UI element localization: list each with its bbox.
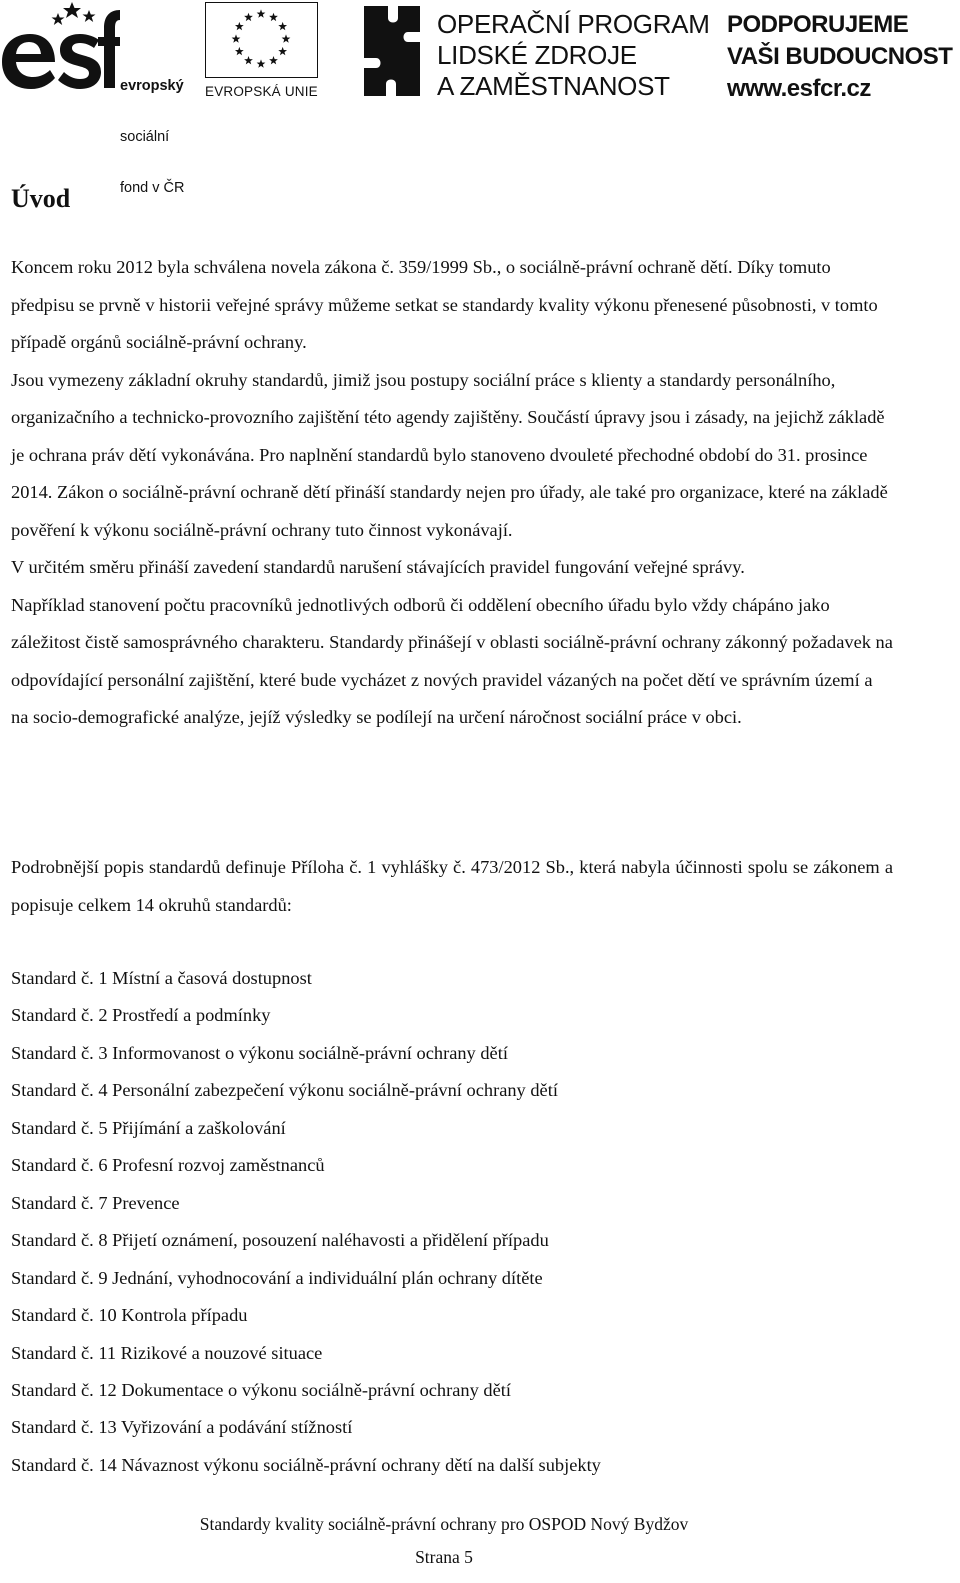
- list-item: Standard č. 12 Dokumentace o výkonu sociálně-právní ochrany dětí: [11, 1379, 511, 1400]
- list-item: Standard č. 9 Jednání, vyhodnocování a individuální plán ochrany dítěte: [11, 1267, 543, 1288]
- paragraph-3: V určitém směru přináší zavedení standardů narušení stávajících pravidel fungování veřejné správy.: [11, 557, 745, 577]
- program-name: [437, 9, 710, 102]
- paragraph-5: Podrobnější popis standardů definuje Příloha č. 1 vyhlášky č. 473/2012 Sb., která nabyla účinnosti spolu se zákonem a popisuje celkem 14 okruhů standardů:: [11, 857, 893, 915]
- paragraph-4: Například stanovení počtu pracovníků jednotlivých odborů či oddělení obecního úřadu bylo vždy chápáno jako záležitost čistě samosprávného charakteru. Standardy přinášejí v oblasti sociálně-právní ochrany zákonný požadavek na odpovídající personální zajištění, které bude vycházet z nových pravidel vázaných na počet dětí ve správním území a na socio-demografické analýze, jejíž výsledky se podílejí na určení náročnost sociální práce v obci.: [11, 594, 893, 727]
- eu-star-icon: [278, 47, 287, 55]
- op-puzzle-icon: [358, 2, 426, 100]
- esf-line-2: sociální: [120, 129, 170, 145]
- page-number: Strana 5: [415, 1547, 473, 1567]
- list-item: Standard č. 4 Personální zabezpečení výkonu sociálně-právní ochrany dětí: [11, 1080, 558, 1101]
- slogan-line-1: PODPORUJEME: [727, 11, 909, 38]
- slogan-url: www.esfcr.cz: [727, 75, 871, 102]
- esf-name: [120, 44, 184, 231]
- list-item: Standard č. 5 Přijímání a zaškolování: [11, 1117, 286, 1138]
- paragraph-1: Koncem roku 2012 byla schválena novela zákona č. 359/1999 Sb., o sociálně-právní ochraně dětí. Díky tomuto předpisu se prvně v historii veřejné správy můžeme setkat se standardy kvality výkonu přenesené působnosti, v tomto případě orgánů sociálně-právní ochrany.: [11, 257, 878, 352]
- eu-star-icon: [269, 13, 278, 21]
- eu-star-icon: [232, 34, 241, 42]
- list-item: Standard č. 10 Kontrola případu: [11, 1305, 248, 1326]
- eu-star-icon: [257, 59, 266, 67]
- eu-star-icon: [244, 56, 253, 64]
- list-item: Standard č. 13 Vyřizování a podávání stížností: [11, 1417, 353, 1438]
- program-line-3: A ZAMĚSTNANOST: [437, 71, 670, 101]
- slogan-line-2: VAŠI BUDOUCNOST: [727, 43, 953, 70]
- list-item: Standard č. 6 Profesní rozvoj zaměstnanců: [11, 1155, 325, 1176]
- eu-star-icon: [235, 47, 244, 55]
- program-line-2: LIDSKÉ ZDROJE: [437, 40, 637, 70]
- list-item: Standard č. 7 Prevence: [11, 1192, 180, 1213]
- eu-label: EVROPSKÁ UNIE: [205, 84, 318, 99]
- footer-document-title: Standardy kvality sociálně-právní ochrany pro OSPOD Nový Bydžov: [199, 1514, 689, 1534]
- list-item: Standard č. 11 Rizikové a nouzové situace: [11, 1342, 323, 1363]
- eu-star-icon: [269, 56, 278, 64]
- eu-star-icon: [244, 13, 253, 21]
- list-item: Standard č. 2 Prostředí a podmínky: [11, 1005, 271, 1026]
- esf-line-1: evropský: [120, 78, 184, 94]
- paragraph-2: Jsou vymezeny základní okruhy standardů, jimiž jsou postupy sociální práce s klienty a standardy personálního, organizačního a technicko-provozního zajištění této agendy zajištěny. Součástí úpravy jsou i zásady, na jejichž základě je ochrana práv dětí vykonávána. Pro naplnění standardů bylo stanoveno dvouleté přechodné období do 31. prosince 2014. Zákon o sociálně-právní ochraně dětí přináší standardy nejen pro úřady, ale také pro organizace, které na základě pověření k výkonu sociálně-právní ochrany tuto činnost vykonávají.: [11, 369, 888, 540]
- slogan: [727, 9, 952, 105]
- intro-text: [11, 249, 893, 737]
- page-title: Úvod: [11, 184, 71, 213]
- eu-star-icon: [235, 22, 244, 30]
- program-line-1: OPERAČNÍ PROGRAM: [437, 9, 710, 39]
- esf-line-3: fond v ČR: [120, 180, 185, 196]
- eu-star-icon: [257, 9, 266, 17]
- eu-star-icon: [278, 22, 287, 30]
- eu-flag-icon: [205, 2, 318, 78]
- eu-logo: [205, 2, 321, 102]
- list-item: Standard č. 1 Místní a časová dostupnost: [11, 968, 312, 988]
- list-item: Standard č. 14 Návaznost výkonu sociálně-právní ochrany dětí na další subjekty: [11, 1454, 601, 1475]
- list-item: Standard č. 8 Přijetí oznámení, posouzení naléhavosti a přidělení případu: [11, 1230, 549, 1251]
- eu-star-icon: [282, 34, 291, 42]
- list-item: Standard č. 3 Informovanost o výkonu sociálně-právní ochrany dětí: [11, 1042, 508, 1063]
- logo-header: [0, 0, 960, 196]
- standards-list: [11, 960, 601, 1484]
- esf-mark-icon: [0, 0, 120, 100]
- esf-logo: [0, 0, 195, 196]
